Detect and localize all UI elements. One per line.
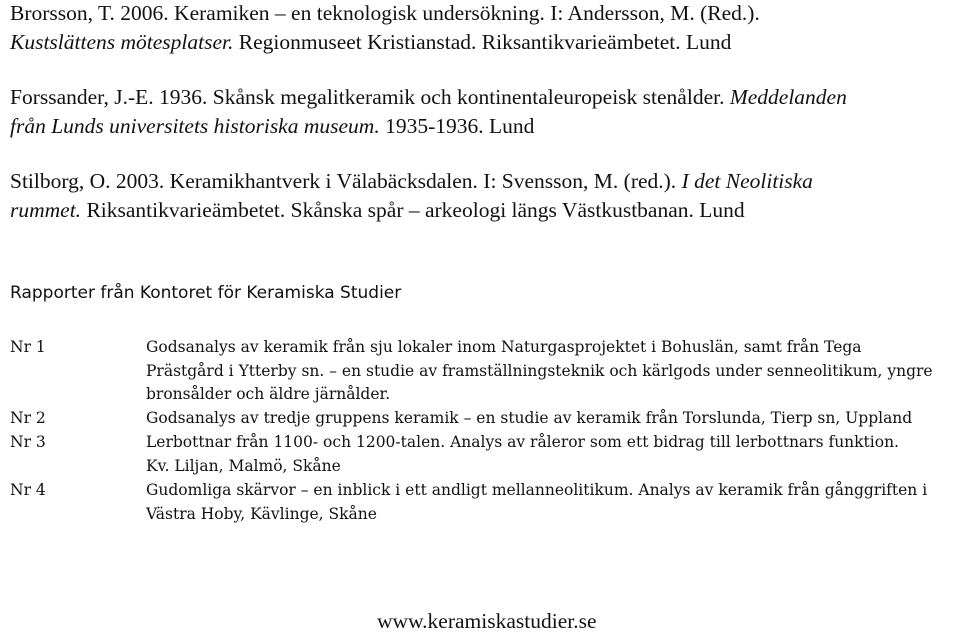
reference-line: Stilborg, O. 2003. Keramikhantverk i Välabäcksdalen. I: Svensson, M. (red.). I det Neolitiska	[10, 169, 813, 193]
report-title-line: Kv. Liljan, Malmö, Skåne	[146, 457, 341, 475]
report-number: Nr 4	[10, 481, 46, 499]
reference-title: I det Neolitiska	[681, 169, 813, 193]
reference-title: Kustslättens mötesplatser.	[10, 30, 234, 54]
report-title-line: Godsanalys av tredje gruppens keramik – en studie av keramik från Torslunda, Tierp sn, Uppland	[146, 409, 913, 427]
reference-line: Forssander, J.-E. 1936. Skånsk megalitkeramik och kontinentaleuropeisk stenålder. Meddelanden	[10, 85, 847, 109]
reference-title: från Lunds universitets historiska museum.	[10, 114, 380, 138]
report-number: Nr 2	[10, 409, 46, 427]
reference-title: rummet.	[10, 198, 82, 222]
reference-line: Brorsson, T. 2006. Keramiken – en teknologisk undersökning. I: Andersson, M. (Red.).	[10, 1, 760, 25]
report-title-line: Gudomliga skärvor – en inblick i ett andligt mellanneolitikum. Analys av keramik från gånggriften i	[146, 481, 928, 499]
reference-title: Meddelanden	[729, 85, 847, 109]
report-number: Nr 1	[10, 338, 46, 356]
reference-forssander	[10, 83, 960, 141]
report-title-line: Godsanalys av keramik från sju lokaler inom Naturgasprojektet i Bohuslän, samt från Tega	[146, 338, 862, 356]
report-title-line: bronsålder och äldre järnålder.	[146, 385, 391, 403]
report-title-line: Prästgård i Ytterby sn. – en studie av framställningsteknik och kärlgods under senneolitikum, yngre	[146, 362, 933, 380]
reference-line: Kustslättens mötesplatser. Regionmuseet Kristianstad. Riksantikvarieämbetet. Lund	[10, 30, 732, 54]
reference-line: rummet. Riksantikvarieämbetet. Skånska spår – arkeologi längs Västkustbanan. Lund	[10, 198, 745, 222]
report-title-line: Lerbottnar från 1100- och 1200-talen. Analys av råleror som ett bidrag till lerbottnars funktion.	[146, 433, 899, 451]
reference-brorsson	[10, 0, 960, 57]
section-heading: Rapporter från Kontoret för Keramiska Studier	[10, 283, 402, 303]
report-title-line: Västra Hoby, Kävlinge, Skåne	[146, 505, 377, 523]
reference-line: från Lunds universitets historiska museum. 1935-1936. Lund	[10, 114, 535, 138]
report-number: Nr 3	[10, 433, 46, 451]
website-link[interactable]: www.keramiskastudier.se	[377, 609, 597, 633]
reference-stilborg	[10, 167, 960, 225]
